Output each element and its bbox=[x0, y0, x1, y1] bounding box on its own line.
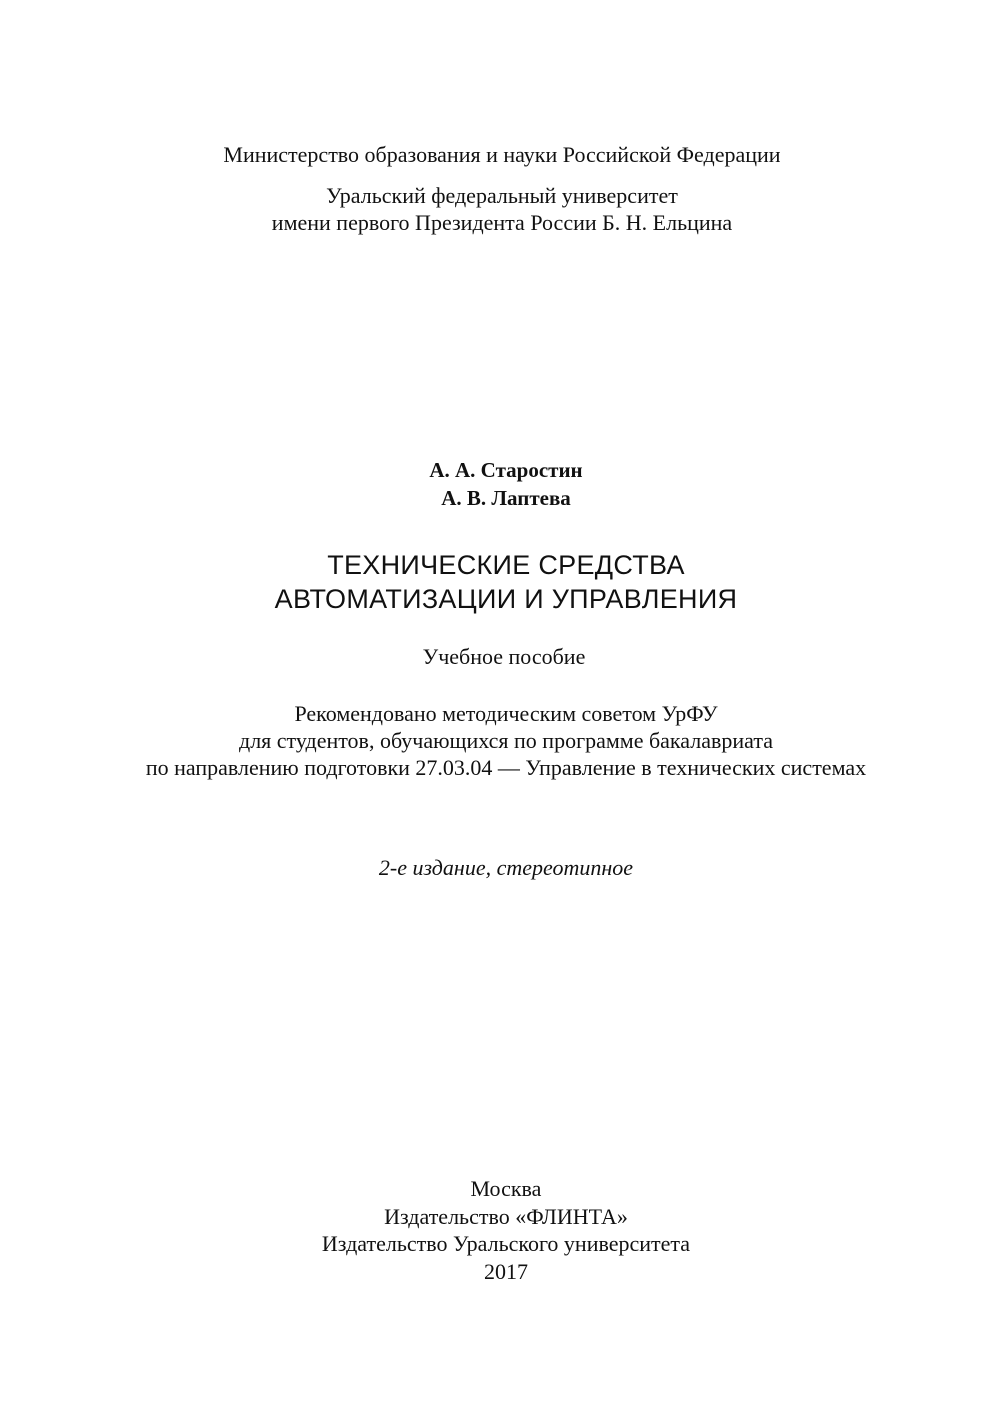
imprint-city: Москва bbox=[470, 1176, 542, 1201]
imprint-year: 2017 bbox=[484, 1259, 528, 1284]
recommendation-line: для студентов, обучающихся по программе бакалавриата bbox=[239, 728, 773, 753]
author-name: А. В. Лаптева bbox=[441, 486, 571, 510]
book-title-line-2: АВТОМАТИЗАЦИИ И УПРАВЛЕНИЯ bbox=[274, 584, 738, 614]
ministry-line: Министерство образования и науки Российской Федерации bbox=[223, 142, 781, 167]
imprint-publisher: Издательство Уральского университета bbox=[321, 1231, 691, 1256]
university-line-1: Уральский федеральный университет bbox=[326, 183, 678, 208]
imprint-publisher: Издательство «ФЛИНТА» bbox=[384, 1204, 628, 1229]
book-subtitle: Учебное пособие bbox=[422, 644, 586, 669]
book-title-line-1: ТЕХНИЧЕСКИЕ СРЕДСТВА bbox=[327, 550, 685, 580]
author-name: А. А. Старостин bbox=[429, 458, 583, 482]
recommendation-line: Рекомендовано методическим советом УрФУ bbox=[294, 701, 718, 726]
recommendation-line: по направлению подготовки 27.03.04 — Управление в технических системах bbox=[145, 755, 867, 780]
university-line-2: имени первого Президента России Б. Н. Ельцина bbox=[271, 210, 733, 235]
edition-note: 2-е издание, стереотипное bbox=[378, 855, 634, 880]
